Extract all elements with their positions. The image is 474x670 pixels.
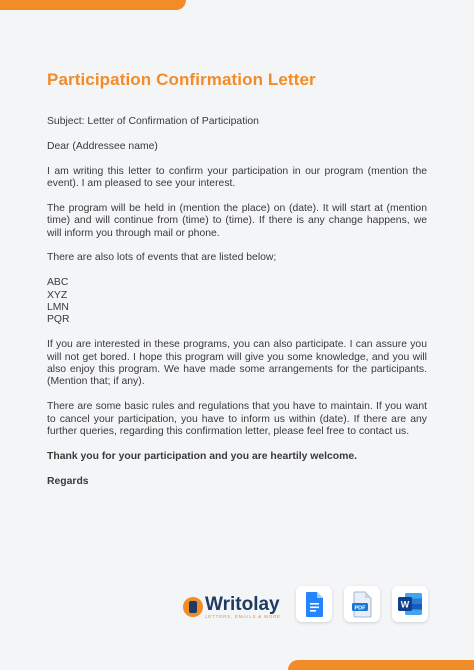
list-item: ABC bbox=[47, 277, 69, 289]
writolay-logo bbox=[183, 594, 281, 620]
paragraph-events-intro: There are also lots of events that are listed below; bbox=[47, 252, 277, 264]
events-list bbox=[47, 277, 427, 327]
paragraph-program-details: The program will be held in (mention the place) on (date). It will start at (mention time) and will continue from (time) to (time). If there is any change happens, we will inform you through mail or phone. bbox=[47, 202, 427, 239]
list-item: PQR bbox=[47, 314, 70, 326]
google-docs-icon[interactable] bbox=[296, 586, 332, 622]
list-item: LMN bbox=[47, 302, 69, 314]
letter-body bbox=[47, 116, 427, 500]
brand-tagline: LETTERS, EMAILS & MORE bbox=[205, 613, 281, 619]
bottom-accent-bar bbox=[288, 660, 474, 670]
paragraph-intro: I am writing this letter to confirm your participation in our program (mention the event). I am pleased to see your interest. bbox=[47, 165, 427, 189]
brand-name: Writolay bbox=[205, 593, 280, 615]
top-accent-bar bbox=[0, 0, 186, 10]
pdf-icon[interactable] bbox=[344, 586, 380, 622]
word-icon[interactable] bbox=[392, 586, 428, 622]
letter-subject: Subject: Letter of Confirmation of Participation bbox=[47, 116, 259, 127]
regards: Regards bbox=[47, 475, 89, 487]
list-item: XYZ bbox=[47, 289, 68, 301]
paragraph-participation: If you are interested in these programs, you can also participate. I can assure you will not get bored. I hope this program will give you some knowledge, and you will also enjoy this program. We have made some arrangements for the participants. (Mention that; if any). bbox=[47, 339, 427, 388]
closing-line: Thank you for your participation and you are heartily welcome. bbox=[47, 450, 358, 462]
paragraph-rules: There are some basic rules and regulations that you have to maintain. If you want to cancel your participation, you have to inform us within (date). If there are any further queries, regarding this confirmation letter, please feel free to contact us. bbox=[47, 401, 427, 438]
page-title: Participation Confirmation Letter bbox=[47, 70, 316, 89]
letter-salutation: Dear (Addressee name) bbox=[47, 140, 158, 152]
pdf-label: PDF bbox=[354, 605, 366, 612]
writolay-logo-icon bbox=[183, 597, 203, 617]
word-label: W bbox=[400, 599, 410, 610]
